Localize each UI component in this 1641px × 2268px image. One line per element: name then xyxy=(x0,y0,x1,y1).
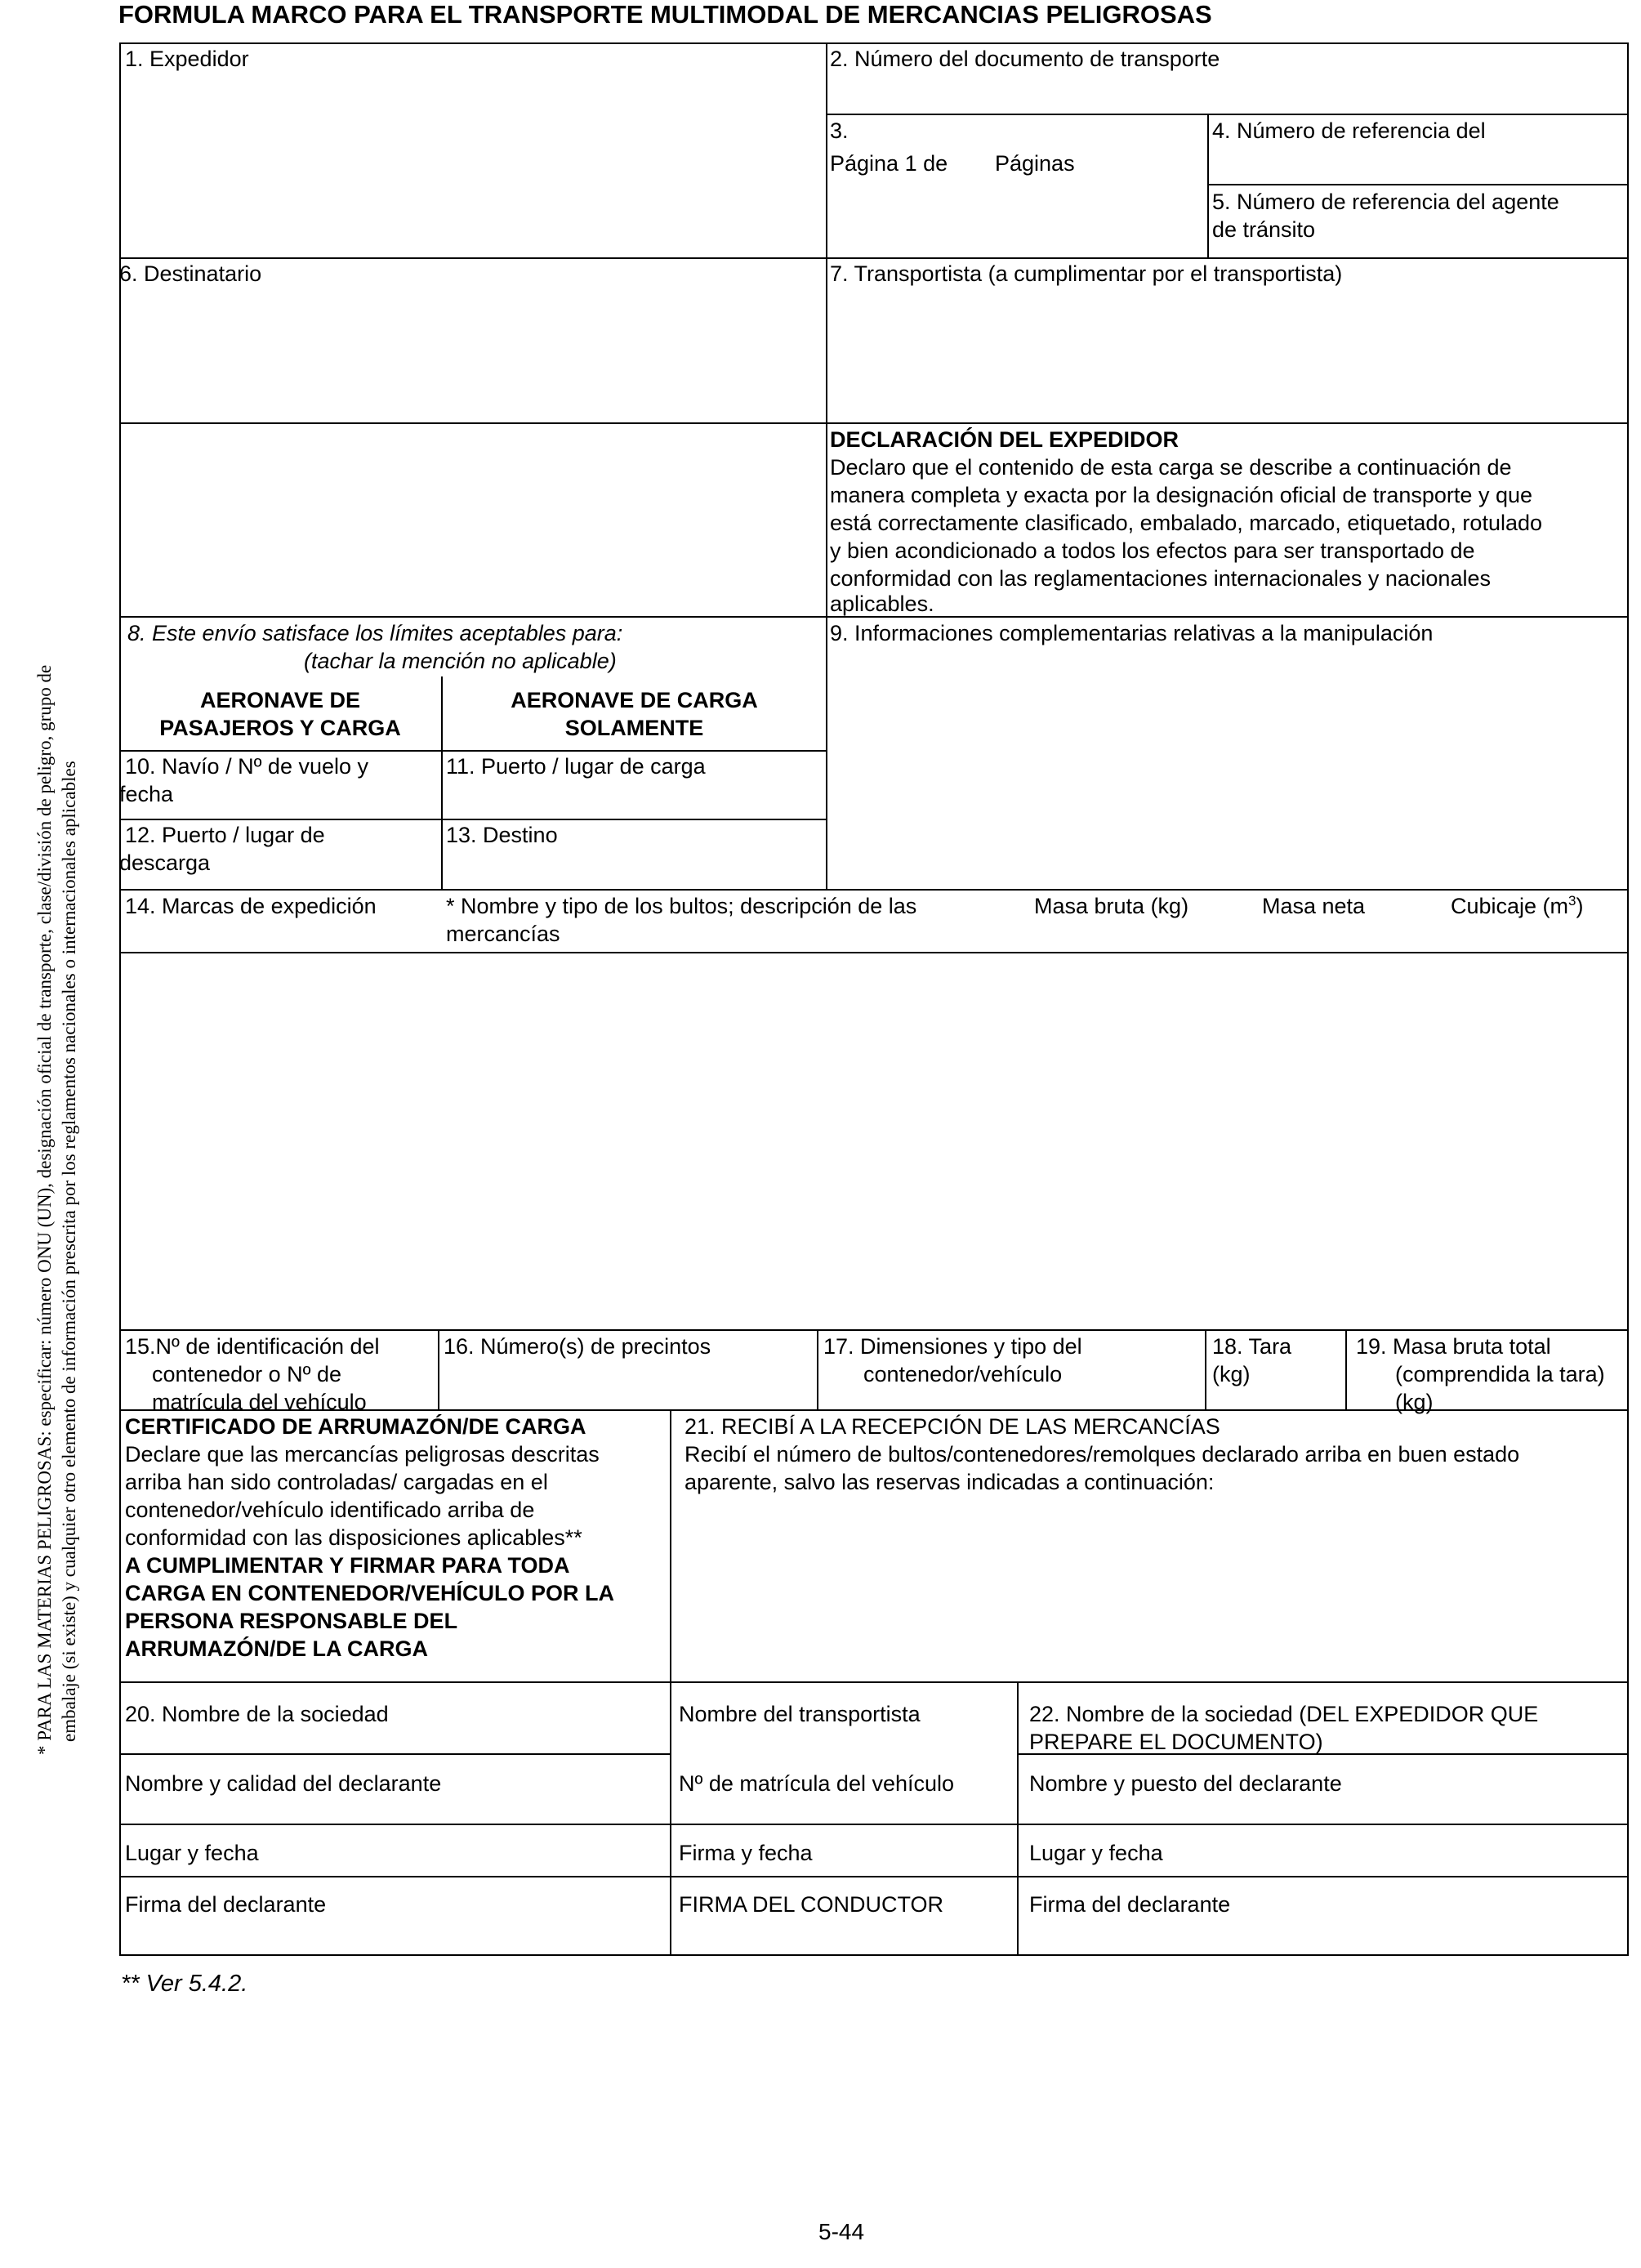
field-21-line1: Recibí el número de bultos/contenedores/remolques declarado arriba en buen estado xyxy=(684,1442,1520,1467)
field-1-shipper: 1. Expedidor xyxy=(125,47,249,71)
field-19-line3: (kg) xyxy=(1395,1390,1434,1414)
signature-left: Firma del declarante xyxy=(125,1892,327,1917)
divider-col-3-4 xyxy=(1207,114,1209,258)
declaration-title: DECLARACIÓN DEL EXPEDIDOR xyxy=(830,427,1179,452)
field-21-line2: aparente, salvo las reservas indicadas a continuación: xyxy=(684,1470,1215,1494)
driver-signature: FIRMA DEL CONDUCTOR xyxy=(679,1892,944,1917)
page-number: 5-44 xyxy=(818,2219,865,2244)
divider-col-19 xyxy=(1345,1329,1347,1411)
place-date-right: Lugar y fecha xyxy=(1029,1841,1163,1865)
packing-bold-line: ARRUMAZÓN/DE LA CARGA xyxy=(125,1636,428,1661)
field-14-marks: 14. Marcas de expedición xyxy=(125,894,377,918)
divider-row-15 xyxy=(119,1329,1629,1331)
frame-top xyxy=(119,42,1629,44)
field-20-company: 20. Nombre de la sociedad xyxy=(125,1702,389,1726)
declaration-line: conformidad con las reglamentaciones internacionales y nacionales xyxy=(830,566,1491,591)
field-3-page: Página 1 de xyxy=(830,151,948,176)
field-3-pages: Páginas xyxy=(995,151,1075,176)
field-12-line1: 12. Puerto / lugar de xyxy=(125,823,325,847)
field-18-line2: (kg) xyxy=(1212,1362,1251,1386)
net-mass-header: Masa neta xyxy=(1262,894,1366,918)
field-15-line1: 15.Nº de identificación del xyxy=(125,1334,380,1359)
divider-row-top-6 xyxy=(119,257,1629,259)
field-6-consignee: 6. Destinatario xyxy=(119,261,262,286)
sign-date: Firma y fecha xyxy=(679,1841,813,1865)
field-21-title: 21. RECIBÍ A LA RECEPCIÓN DE LAS MERCANCÍAS xyxy=(684,1414,1220,1439)
side-note-line1: * PARA LAS MATERIAS PELIGROSAS: especificar: número ONU (UN), designación oficial de transporte, clase/división de peligro, grupo de xyxy=(34,664,55,1755)
packing-bold-line: CARGA EN CONTENEDOR/VEHÍCULO POR LA xyxy=(125,1581,615,1605)
divider-row-12 xyxy=(119,819,827,820)
divider-row-20-left xyxy=(119,1753,671,1755)
divider-col-18 xyxy=(1205,1329,1206,1411)
packing-line: conformidad con las disposiciones aplicables** xyxy=(125,1525,582,1550)
cube-header: Cubicaje $(m^3)$ xyxy=(1451,893,1584,918)
field-22-line1: 22. Nombre de la sociedad (DEL EXPEDIDOR QUE xyxy=(1029,1702,1539,1726)
field-17-line2: contenedor/vehículo xyxy=(863,1362,1063,1386)
field-19-line2: (comprendida la tara) xyxy=(1395,1362,1605,1386)
packing-line: Declare que las mercancías peligrosas descritas xyxy=(125,1442,600,1467)
packing-line: contenedor/vehículo identificado arriba de xyxy=(125,1498,535,1522)
field-11-loading: 11. Puerto / lugar de carga xyxy=(446,754,706,779)
packing-certificate-title: CERTIFICADO DE ARRUMAZÓN/DE CARGA xyxy=(125,1414,586,1439)
divider-row-20 xyxy=(119,1681,1629,1683)
divider-col-17 xyxy=(817,1329,818,1411)
carrier-name: Nombre del transportista xyxy=(679,1702,921,1726)
field-16-seals: 16. Número(s) de precintos xyxy=(444,1334,711,1359)
frame-right xyxy=(1627,42,1629,1956)
divider-row-14-body xyxy=(119,952,1629,953)
goods-description-line2: mercancías xyxy=(446,922,560,946)
divider-row-name xyxy=(119,1824,1629,1825)
declaration-line: está correctamente clasificado, embalado, marcado, etiquetado, rotulado xyxy=(830,511,1543,535)
field-2-transport-doc-number: 2. Número del documento de transporte xyxy=(830,47,1220,71)
declaration-line: Declaro que el contenido de esta carga se describe a continuación de xyxy=(830,455,1512,480)
aircraft-passenger-line1: AERONAVE DE xyxy=(199,688,361,712)
field-9-handling: 9. Informaciones complementarias relativas a la manipulación xyxy=(830,621,1434,645)
aircraft-cargo-line1: AERONAVE DE CARGA xyxy=(511,688,758,712)
divider-row-10 xyxy=(119,750,827,752)
side-note-line2: embalaje (si existe) y cualquier otro elemento de información prescrita por los reglamentos nacionales o internacionales aplicables xyxy=(59,761,79,1742)
signature-right: Firma del declarante xyxy=(1029,1892,1231,1917)
field-5-line1: 5. Número de referencia del agente xyxy=(1212,190,1559,214)
goods-description-line1: * Nombre y tipo de los bultos; descripción de las xyxy=(446,894,917,918)
field-15-line3: matrícula del vehículo xyxy=(152,1390,367,1414)
field-10-line1: 10. Navío / Nº de vuelo y xyxy=(125,754,369,779)
declaration-line: manera completa y exacta por la designación oficial de transporte y que xyxy=(830,483,1532,507)
field-8-line2: (tachar la mención no aplicable) xyxy=(304,649,617,673)
field-18-line1: 18. Tara xyxy=(1212,1334,1292,1359)
field-19-line1: 19. Masa bruta total xyxy=(1356,1334,1551,1359)
frame-left xyxy=(119,42,121,1956)
divider-col-16 xyxy=(438,1329,439,1411)
aircraft-passenger-line2: PASAJEROS Y CARGA xyxy=(159,716,401,740)
field-17-line1: 17. Dimensiones y tipo del xyxy=(823,1334,1082,1359)
gross-mass-header: Masa bruta (kg) xyxy=(1034,894,1189,918)
field-15-line2: contenedor o Nº de xyxy=(152,1362,342,1386)
field-8-line1: 8. Este envío satisface los límites aceptables para: xyxy=(127,621,623,645)
frame-bottom xyxy=(119,1954,1629,1956)
packing-bold-line: PERSONA RESPONSABLE DEL xyxy=(125,1609,458,1633)
declaration-line: aplicables. xyxy=(830,592,934,616)
field-10-line2: fecha xyxy=(119,782,174,806)
field-4-reference: 4. Número de referencia del xyxy=(1212,118,1486,143)
divider-row-place xyxy=(119,1876,1629,1877)
form-title: FORMULA MARCO PARA EL TRANSPORTE MULTIMODAL DE MERCANCIAS PELIGROSAS xyxy=(118,0,1212,29)
packing-line: arriba han sido controladas/ cargadas en el xyxy=(125,1470,548,1494)
field-13-destination: 13. Destino xyxy=(446,823,558,847)
divider-col-main xyxy=(826,42,827,891)
vehicle-registration: Nº de matrícula del vehículo xyxy=(679,1771,955,1796)
divider-row-2-3 xyxy=(826,114,1629,115)
declarant-name-position: Nombre y puesto del declarante xyxy=(1029,1771,1342,1796)
field-22-line2: PREPARE EL DOCUMENTO) xyxy=(1029,1730,1323,1754)
field-5-line2: de tránsito xyxy=(1212,217,1316,242)
place-date-left: Lugar y fecha xyxy=(125,1841,259,1865)
packing-bold-line: A CUMPLIMENTAR Y FIRMAR PARA TODA xyxy=(125,1553,570,1578)
footnote: ** Ver 5.4.2. xyxy=(121,1971,248,1997)
aircraft-cargo-line2: SOLAMENTE xyxy=(564,716,704,740)
divider-row-6-decl xyxy=(119,422,1629,424)
divider-row-14 xyxy=(119,889,1629,891)
field-3-number: 3. xyxy=(830,118,849,143)
field-7-carrier: 7. Transportista (a cumplimentar por el transportista) xyxy=(830,261,1343,286)
divider-col-22 xyxy=(1017,1681,1019,1956)
declarant-name-quality: Nombre y calidad del declarante xyxy=(125,1771,442,1796)
divider-row-4-5 xyxy=(1207,184,1629,185)
declaration-line: y bien acondicionado a todos los efectos para ser transportado de xyxy=(830,538,1475,563)
field-12-line2: descarga xyxy=(119,850,211,875)
